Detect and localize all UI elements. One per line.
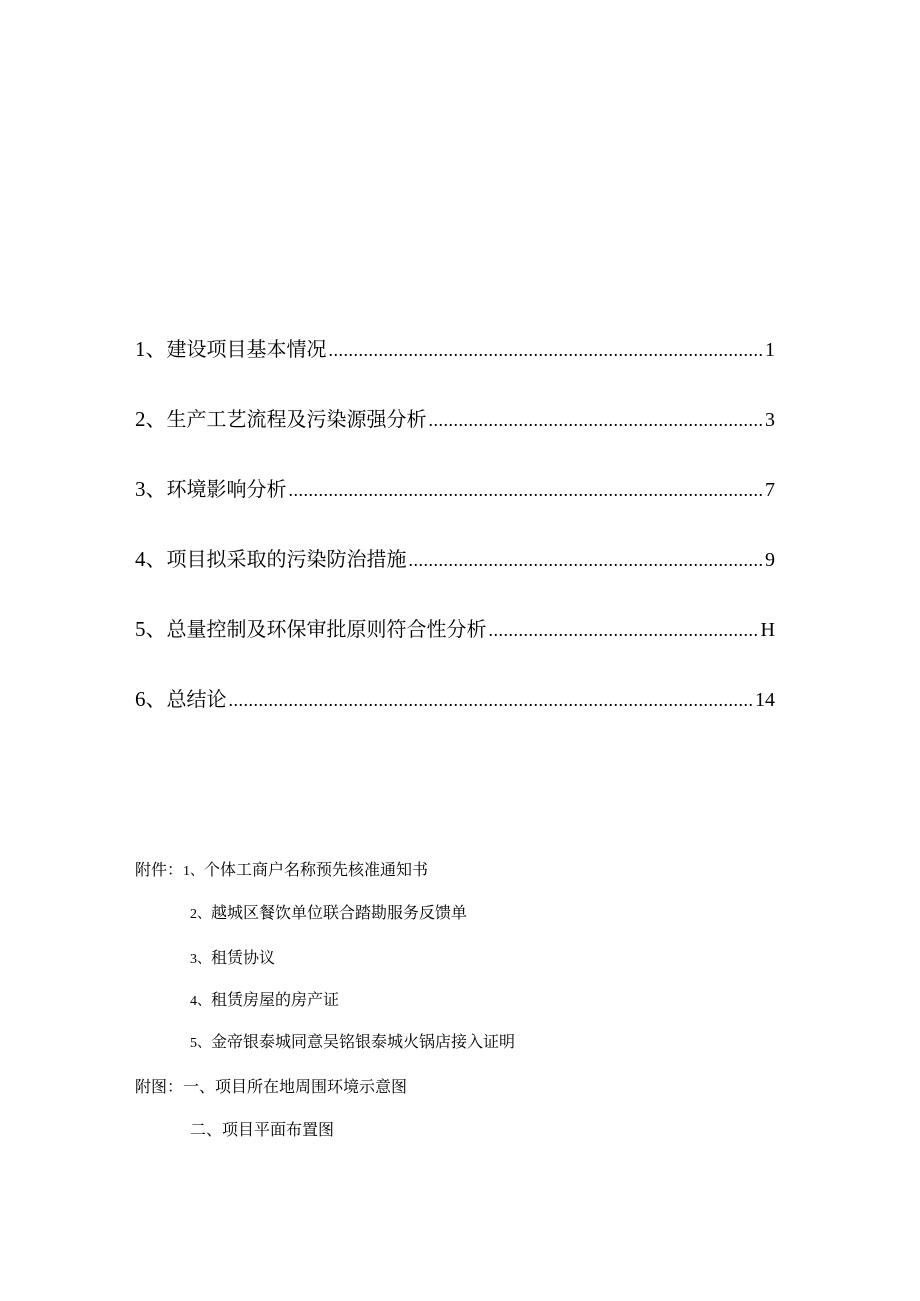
- attachment-text: 个体工商户名称预先核准通知书: [204, 860, 429, 879]
- toc-item[interactable]: [135, 403, 775, 473]
- toc-title: 环境影响分析: [166, 477, 287, 501]
- toc-title: 建设项目基本情况: [166, 337, 327, 361]
- toc-title: 总结论: [166, 687, 227, 711]
- toc-item[interactable]: [135, 683, 775, 753]
- toc-item[interactable]: [135, 543, 775, 613]
- table-of-contents: [135, 333, 775, 753]
- attachment-text: 租赁房屋的房产证: [211, 990, 340, 1009]
- attachment-text: 租赁协议: [211, 948, 276, 967]
- attachment-number: 5、: [190, 1036, 211, 1051]
- toc-page-number: 7: [765, 479, 775, 501]
- toc-number: 3、: [135, 477, 167, 501]
- figure-text: 一、项目所在地周围环境示意图: [183, 1077, 408, 1096]
- toc-item[interactable]: [135, 473, 775, 543]
- toc-page-number: 9: [765, 549, 775, 571]
- attachments-label: 附件：: [135, 860, 184, 879]
- attachment-text: 越城区餐饮单位联合踏勘服务反馈单: [211, 903, 468, 922]
- toc-title: 项目拟采取的污染防治措施: [166, 547, 407, 571]
- toc-number: 5、: [135, 617, 167, 641]
- attachment-number: 3、: [190, 952, 211, 967]
- toc-title: 生产工艺流程及污染源强分析: [166, 407, 427, 431]
- toc-item[interactable]: [135, 333, 775, 403]
- attachment-item: [135, 858, 428, 884]
- attachment-item: [190, 946, 275, 972]
- toc-page-number: H: [760, 619, 775, 641]
- figure-item: [190, 1118, 334, 1142]
- attachment-item: [190, 1030, 515, 1056]
- toc-page-number: 1: [765, 339, 775, 361]
- toc-leader-dots: [489, 614, 759, 646]
- attachment-text: 金帝银泰城同意吴铭银泰城火锅店接入证明: [211, 1032, 516, 1051]
- figures-label: 附图：: [135, 1077, 184, 1096]
- attachment-item: [190, 901, 467, 927]
- toc-page-number: 3: [765, 409, 775, 431]
- toc-leader-dots: [429, 404, 764, 436]
- toc-number: 6、: [135, 687, 167, 711]
- attachment-number: 4、: [190, 994, 211, 1009]
- toc-leader-dots: [229, 684, 754, 716]
- figure-item: [135, 1075, 407, 1099]
- attachment-number: 1、: [183, 864, 205, 879]
- toc-title: 总量控制及环保审批原则符合性分析: [166, 617, 487, 641]
- toc-leader-dots: [409, 544, 764, 576]
- toc-number: 2、: [135, 407, 167, 431]
- toc-number: 1、: [135, 337, 167, 361]
- attachment-item: [190, 988, 339, 1014]
- toc-item[interactable]: [135, 613, 775, 683]
- toc-number: 4、: [135, 547, 167, 571]
- attachment-number: 2、: [190, 907, 211, 922]
- toc-leader-dots: [289, 474, 764, 506]
- toc-page-number: 14: [755, 689, 775, 711]
- toc-leader-dots: [329, 334, 764, 366]
- figure-text: 二、项目平面布置图: [190, 1120, 335, 1139]
